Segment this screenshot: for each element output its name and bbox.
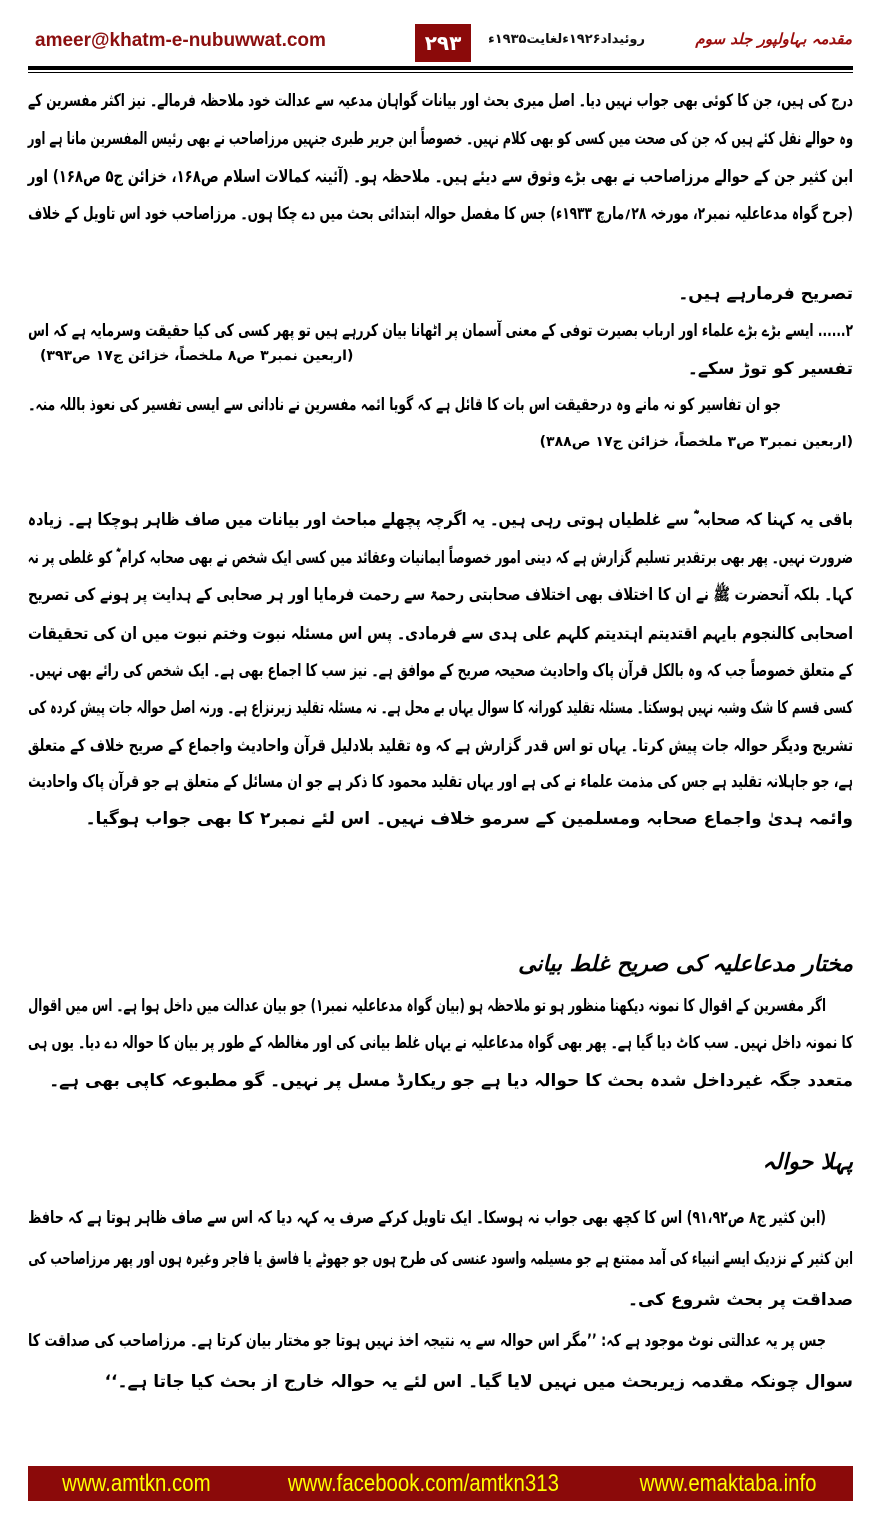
text-line: ضرورت نہیں۔ پھر بھی برتقدیر تسلیم گزارش ہے کہ دینی امور خصوصاً ایمانیات وعقائد میں کسی ایک شخص نے بھی صحابہ کرام ؓ کو غلطی پر نہ [27, 548, 854, 568]
header-email-link[interactable]: ameer@khatm-e-nubuwwat.com [35, 30, 326, 51]
text-line: ہے، جو جاہلانہ تقلید ہے جس کی مذمت علماء نے کی ہے اور یہاں تقلید محمود کا ذکر ہے جو ان مسائل کے متعلق ہے جو قرآن پاک واحادیث [28, 772, 853, 792]
footer-link-facebook[interactable]: www.facebook.com/amtkn313 [288, 1469, 560, 1497]
header-divider-thin [28, 72, 853, 73]
text-line: کہا۔ بلکہ آنحضرت ﷺ نے ان کا اختلاف بھی اختلاف صحابتی رحمۃ سے رحمت فرمایا اور ہر صحابی کے ہدایت پر ہونے کی تصریح [27, 585, 853, 605]
citation: (اربعین نمبر۳ ص۸ ملخصاً، خزائن ج۱۷ ص۳۹۳) [40, 348, 354, 364]
text-line: ابن کثیر کے نزدیک ایسے انبیاء کی آمد ممتنع ہے جو مسیلمہ واسود عنسی کی طرح ہوں جو جھوٹے یا فاسق یا فاجر وغیرہ ہوں اور پھر مرزاصاحب کی [28, 1249, 853, 1269]
text-line: وہ حوالے نقل کئے ہیں کہ جن کی صحت میں کسی کو بھی کلام نہیں۔ خصوصاً ابن جریر طبری جنہیں مرزاصاحب نے بھی رئیس المفسرین مانا ہے اور [27, 129, 853, 149]
quote-line: جو ان تفاسیر کو نہ مانے وہ درحقیقت اس بات کا قائل ہے کہ گویا ائمہ مفسرین نے نادانی سے ایسی تفسیر کی نعوذ باللہ منہ۔ [28, 395, 781, 415]
footer-bar [28, 1466, 853, 1501]
quote-line: ۲...... ایسے بڑے بڑے علماء اور ارباب بصیرت توفی کے معنی آسمان پر اٹھانا بیان کررہے ہیں تو پھر کسی کی کیا حقیقت وسرمایہ ہے کہ اس [28, 321, 853, 341]
text-line: اصحابی کالنجوم بایہم اقتدیتم اہتدیتم کلہم علی ہدی سے فرمادی۔ پس اس مسئلہ نبوت وختم نبوت میں ان کی تحقیقات [28, 624, 853, 644]
text-line: صداقت پر بحث شروع کی۔ [628, 1290, 853, 1310]
page-number-badge: ۲۹۳ [415, 24, 471, 62]
text-line: درج کی ہیں، جن کا کوئی بھی جواب نہیں دیا۔ اصل میری بحث اور بیانات گواہان مدعیہ سے عدالت خود ملاحظہ فرمالے۔ نیز اکثر مفسرین کے [28, 91, 854, 111]
quote-line: تفسیر کو توڑ سکے۔ [687, 359, 853, 379]
text-line: جس پر یہ عدالتی نوٹ موجود ہے کہ: ’’مگر اس حوالہ سے یہ نتیجہ اخذ نہیں ہوتا جو مختار بیان کرتا ہے۔ مرزاصاحب کی صداقت کا [28, 1331, 827, 1351]
text-line: (ابن کثیر ج۸ ص۹۱،۹۲) اس کا کچھ بھی جواب نہ ہوسکا۔ ایک تاویل کرکے صرف یہ کہہ دیا کہ اس سے صاف ظاہر ہوتا ہے کہ حافظ [28, 1208, 826, 1228]
footer-link-emaktaba[interactable]: www.emaktaba.info [639, 1469, 817, 1497]
text-line: تصریح فرمارہے ہیں۔ [678, 284, 853, 304]
text-line: وائمہ ہدیٰ واجماع صحابہ ومسلمین کے سرمو خلاف نہیں۔ اس لئے نمبر۲ کا بھی جواب ہوگیا۔ [85, 809, 853, 829]
header-divider [28, 66, 853, 70]
text-line: تشریح ودیگر حوالہ جات پیش کرتا۔ یہاں تو اس قدر گزارش ہے کہ وہ تقلید بلادلیل قرآن واحادیث واجماع کے صریح خلاف کے متعلق [27, 736, 854, 756]
footer-link-amtkn[interactable]: www.amtkn.com [61, 1469, 211, 1497]
text-line: کسی قسم کا شک وشبہ نہیں ہوسکتا۔ مسئلہ تقلید کورانہ کا سوال یہاں بے محل ہے۔ نہ مسئلہ تقلید زیرنزاع ہے۔ ورنہ اصل حوالہ جات پیش کردہ کی [28, 698, 853, 718]
text-line: اگر مفسرین کے اقوال کا نمونہ دیکھنا منظور ہو تو ملاحظہ ہو (بیان گواہ مدعاعلیہ نمبر۱) جو بیان عدالت میں داخل ہوا ہے۔ اس میں اقوال [28, 996, 826, 1016]
header-period: روئیداد۱۹۲۶ءلغایت۱۹۳۵ء [488, 32, 645, 47]
section-heading: پہلا حوالہ [762, 1150, 853, 1175]
text-line: متعدد جگہ غیرداخل شدہ بحث کا حوالہ دیا ہے جو ریکارڈ مسل پر نہیں۔ گو مطبوعہ کاپی بھی ہے۔ [49, 1071, 853, 1091]
header-book-title: مقدمہ بہاولپور جلد سوم [695, 30, 852, 48]
text-line: کے متعلق خصوصاً جب کہ وہ بالکل قرآن پاک واحادیث صحیحہ صریح کے موافق ہے۔ نیز سب کا اجماع بھی ہے۔ ایک شخص کی رائے بھی نہیں۔ [28, 661, 853, 681]
text-line: باقی یہ کہنا کہ صحابہ ؓ سے غلطیاں ہوتی رہی ہیں۔ یہ اگرچہ پچھلے مباحث اور بیانات میں صاف ظاہر ہوچکا ہے۔ زیادہ [27, 510, 853, 530]
section-heading: مختار مدعاعلیہ کی صریح غلط بیانی [518, 952, 853, 977]
citation: (اربعین نمبر۳ ص۳ ملخصاً، خزائن ج۱۷ ص۳۸۸) [539, 434, 853, 450]
text-line: سوال چونکہ مقدمہ زیربحث میں نہیں لایا گیا۔ اس لئے یہ حوالہ خارج از بحث کیا جاتا ہے۔‘‘ [104, 1372, 853, 1392]
text-line: (جرح گواہ مدعاعلیہ نمبر۲، مورخہ ۲۸؍مارچ ۱۹۳۳ء) جس کا مفصل حوالہ ابتدائی بحث میں دے چکا ہوں۔ مرزاصاحب خود اس تاویل کے خلاف [28, 204, 853, 224]
text-line: کا نمونہ داخل نہیں۔ سب کاٹ دیا گیا ہے۔ پھر بھی گواہ مدعاعلیہ نے یہاں غلط بیانی کی اور مغالطہ کے طور پر بیان کا حوالہ دے دیا۔ یوں ہی [28, 1033, 854, 1053]
text-line: ابن کثیر جن کے حوالے مرزاصاحب نے بھی بڑے وثوق سے دیئے ہیں۔ ملاحظہ ہو۔ (آئینہ کمالات اسلام ص۱۶۸، خزائن ج۵ ص۱۶۸) اور [27, 167, 853, 187]
